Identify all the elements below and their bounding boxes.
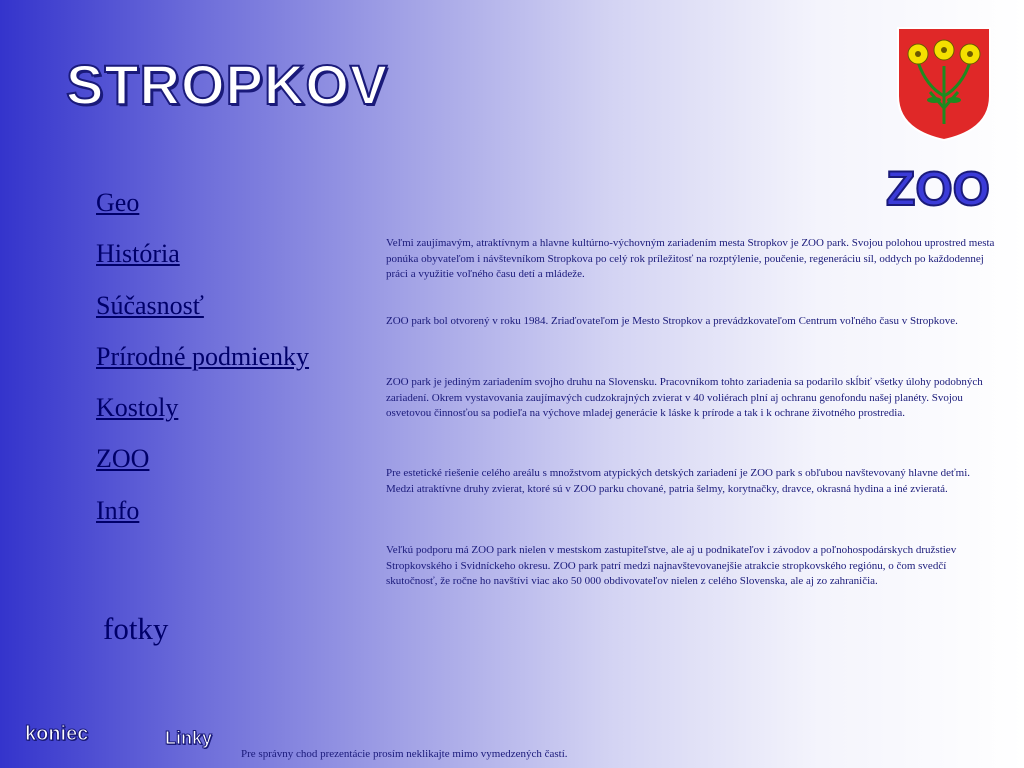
nav-link-info[interactable]: Info: [96, 495, 140, 525]
links-button[interactable]: Linky: [165, 728, 213, 748]
paragraph: ZOO park je jediným zariadením svojho druhu na Slovensku. Pracovníkom tohto zariadenia sa podarilo skĺbiť všetky úlohy podobných zariadení. Okrem vystavovania zaujímavých cudzokrajných zvierat v 40 voliérach plní aj ochranu genofondu našej planéty. Svojou osvetovou činnosťou sa podieľa na výchove mladej generácie k láske k prírode a tak i k ochrane životného prostredia.: [386, 376, 983, 419]
paragraph: Veľkú podporu má ZOO park nielen v mestskom zastupiteľstve, ale aj u podnikateľov i závodov a poľnohospodárskych družstiev Stropkovského i Svidníckeho okresu. ZOO park patrí medzi najnavštevovanejšie atrakcie stropkovského regiónu, o čom svedčí skutočnosť, že ročne ho navštívi viac ako 50 000 obdivovateľov nielen z celého Slovenska, ale aj zo zahraničia.: [386, 544, 957, 587]
main-navigation: [96, 186, 309, 545]
nav-link-geo[interactable]: Geo: [96, 188, 140, 217]
coat-of-arms-icon: [896, 26, 992, 142]
photos-link[interactable]: fotky: [103, 611, 169, 646]
nav-link-sucasnost[interactable]: Súčasnosť: [96, 290, 204, 320]
nav-link-zoo[interactable]: ZOO: [96, 444, 150, 474]
exit-button[interactable]: koniec: [25, 723, 89, 745]
section-heading: ZOO: [886, 163, 990, 216]
page-title: STROPKOV: [66, 53, 389, 116]
paragraph: Veľmi zaujímavým, atraktívnym a hlavne kultúrno-výchovným zariadením mesta Stropkov je ZOO park. Svojou polohou uprostred mesta ponúka obyvateľom i návštevníkom Stropkova po celý rok príležitosť na rozptýlenie, poučenie, regeneráciu síl, oddych po každodennej práci a využitie voľného času detí a mládeže.: [386, 237, 995, 280]
zoo-description: [386, 236, 998, 590]
nav-link-historia[interactable]: História: [96, 239, 180, 269]
footer-note: Pre správny chod prezentácie prosím neklikajte mimo vymedzených častí.: [241, 748, 568, 760]
nav-link-prirodne-podmienky[interactable]: Prírodné podmienky: [96, 341, 310, 371]
nav-link-kostoly[interactable]: Kostoly: [96, 393, 179, 423]
paragraph: Pre estetické riešenie celého areálu s množstvom atypických detských zariadení je ZOO park s obľubou navštevovaný hlavne deťmi. Medzi atraktívne druhy zvierat, ktoré sú v ZOO parku chované, patria šelmy, korytnačky, dravce, okrasná hydina a iné zvieratá.: [386, 467, 971, 495]
paragraph: ZOO park bol otvorený v roku 1984. Zriaďovateľom je Mesto Stropkov a prevádzkovateľom Centrum voľného času v Stropkove.: [386, 315, 958, 327]
